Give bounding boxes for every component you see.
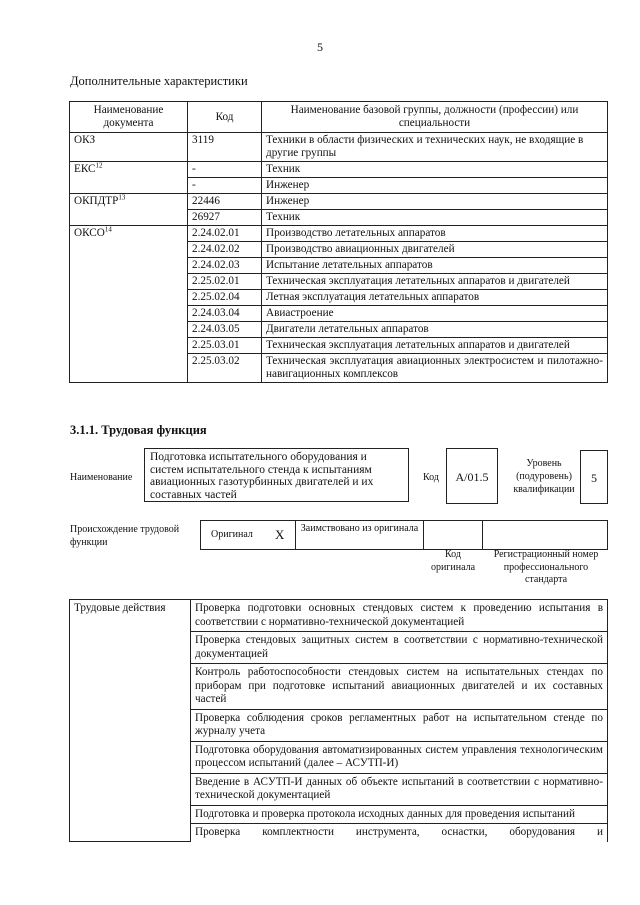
level-label: Уровень (подуровень) квалификации [513,458,575,495]
code-cell: 2.25.02.04 [188,290,262,306]
action-item: Проверка стендовых защитных систем в соответствии с нормативно-технической документацией [191,632,608,664]
function-name: Подготовка испытательного оборудования и систем испытательного стенда к испытаниям авиационных газотурбинных двигателей и их составных частей [144,448,409,502]
name-cell: Техническая эксплуатация летательных аппаратов и двигателей [262,274,608,290]
table-row [70,226,608,242]
header-group-name: Наименование базовой группы, должности (профессии) или специальности [262,102,608,133]
original-code-box [423,520,483,550]
action-item: Введение в АСУТП-И данных об объекте испытаний в соответствии с нормативно-технической документацией [191,773,608,805]
labor-actions-table [69,599,608,842]
name-cell: Авиастроение [262,306,608,322]
code-original-label: Код оригинала [430,549,476,573]
original-label: Оригинал [211,529,253,540]
code-label: Код [423,472,439,483]
labor-actions-label: Трудовые действия [70,600,191,842]
table-header-row [70,102,608,133]
footnote-ref: 14 [104,225,112,234]
header-code: Код [188,102,262,133]
name-cell: Техническая эксплуатация авиационных электросистем и пилотажно-навигационных комплексов [262,354,608,383]
code-cell: 2.24.02.03 [188,258,262,274]
reg-number-label: Регистрационный номер профессионального стандарта [493,549,599,585]
additional-characteristics-title: Дополнительные характеристики [70,74,248,88]
reg-number-box [482,520,608,550]
action-item: Проверка соблюдения сроков регламентных работ на испытательном стенде по журналу учета [191,709,608,741]
name-cell: Двигатели летательных аппаратов [262,322,608,338]
name-cell: Испытание летательных аппаратов [262,258,608,274]
table-row [70,162,608,178]
table-row [70,133,608,162]
name-cell: Техническая эксплуатация летательных аппаратов и двигателей [262,338,608,354]
action-item: Подготовка и проверка протокола исходных данных для проведения испытаний [191,805,608,824]
origin-label: Происхождение трудовой функции [70,524,180,548]
code-cell: 2.25.02.01 [188,274,262,290]
qualification-level: 5 [580,450,608,504]
header-document: Наименование документа [70,102,188,133]
name-label: Наименование [70,472,133,483]
original-box [200,520,296,550]
doc-okso: ОКСО$^{14}$ [70,226,188,383]
action-item: Проверка подготовки основных стендовых систем к проведению испытания в соответствии с нормативно-технической документацией [191,600,608,632]
code-cell: 26927 [188,210,262,226]
code-cell: 2.25.03.02 [188,354,262,383]
code-cell: - [188,178,262,194]
original-mark: X [275,527,285,542]
name-cell: Производство летательных аппаратов [262,226,608,242]
footnote-ref: 13 [118,193,126,202]
code-cell: 2.24.02.02 [188,242,262,258]
code-cell: 3119 [188,133,262,162]
action-item: Контроль работоспособности стендовых систем на испытательных стендах по приборам при подготовке испытаний авиационных двигателей и их составных частей [191,664,608,710]
code-cell: 2.25.03.01 [188,338,262,354]
code-cell: 2.24.03.04 [188,306,262,322]
function-code: A/01.5 [446,448,498,504]
name-cell: Инженер [262,194,608,210]
name-cell: Летная эксплуатация летательных аппаратов [262,290,608,306]
name-cell: Техник [262,162,608,178]
table-row [70,194,608,210]
code-cell: 2.24.03.05 [188,322,262,338]
table-row [70,600,608,632]
doc-okpdtr: ОКПДТР$^{13}$ [70,194,188,226]
code-cell: 2.24.02.01 [188,226,262,242]
action-item: Проверка комплектности инструмента, оснастки, оборудования и [191,824,608,842]
name-cell: Инженер [262,178,608,194]
labor-function-title: 3.1.1. Трудовая функция [70,423,207,437]
name-cell: Техник [262,210,608,226]
additional-characteristics-table [69,101,608,383]
code-cell: 22446 [188,194,262,210]
page-number: 5 [317,40,323,54]
borrowed-from-original: Заимствовано из оригинала [295,520,424,550]
footnote-ref: 12 [95,161,103,170]
action-item: Подготовка оборудования автоматизированных систем управления технологическим процессом испытаний (далее – АСУТП-И) [191,741,608,773]
name-cell: Производство авиационных двигателей [262,242,608,258]
code-cell: - [188,162,262,178]
doc-okz: ОКЗ [70,133,188,162]
doc-eks: ЕКС$^{12}$ [70,162,188,194]
name-cell: Техники в области физических и технических наук, не входящие в другие группы [262,133,608,162]
